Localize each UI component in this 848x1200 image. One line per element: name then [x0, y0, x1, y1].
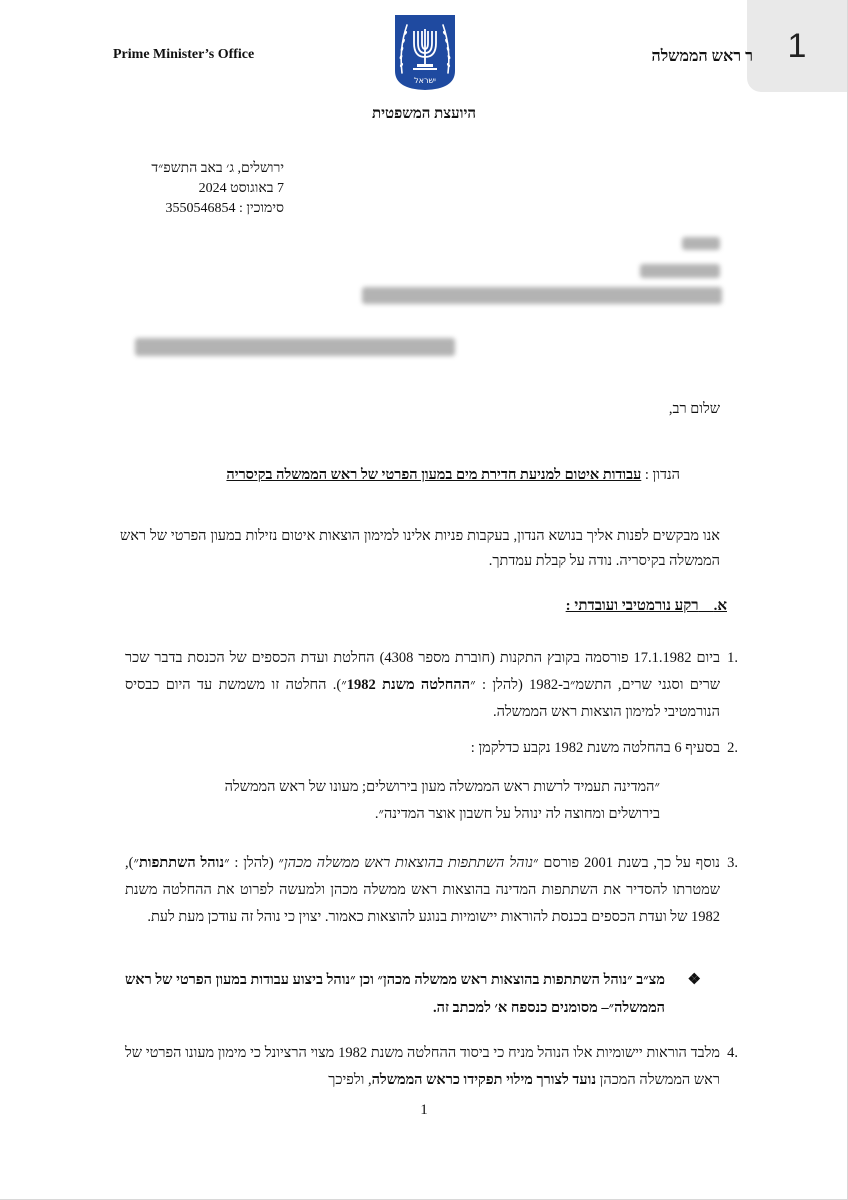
subject-line [120, 467, 680, 484]
greeting: שלום רב, [668, 401, 720, 417]
department-title: היועצת המשפטית [371, 106, 477, 122]
diamond-bullet-icon: ❖ [687, 972, 701, 988]
redacted-recipient-line-3 [362, 287, 722, 304]
list-item-text: ביום 17.1.1982 פורסמה בקובץ התקנות (חוברת מספר 4308) החלטת ועדת הכספים של הכנסת בדבר שכר שרים וסגני שרים, התשמ״ב-1982 (להלן : ״ [125, 650, 721, 693]
emblem-caption: ישראל [414, 76, 436, 85]
intro-paragraph: אנו מבקשים לפנות אליך בנושא הנדון, בעקבות פניות אלינו למימון הוצאות איטום נזילות במעון הפרטי של ראש הממשלה בקיסריה. נודה על קבלת עמדתך. [120, 528, 720, 569]
redacted-address [135, 338, 455, 356]
list-item [125, 850, 738, 931]
redacted-recipient-line-2 [640, 264, 720, 278]
list-item-text: , ולפיכך [328, 1072, 372, 1088]
list-item-number: .2 [727, 740, 738, 756]
list-item-text: נוסף על כך, בשנת 2001 פורסם ״ [533, 855, 720, 871]
page-number: 1 [420, 1102, 428, 1118]
office-name-hebrew: ר ראש הממשלה [651, 48, 753, 65]
block-quote: ״המדינה תעמיד לרשות ראש הממשלה מעון בירושלים; מעונו של ראש הממשלה בירושלים ומחוצה לה ינוהל על חשבון אוצר המדינה״. [224, 779, 660, 822]
date-hebrew: ירושלים, ג׳ באב התשפ״ד [151, 161, 284, 176]
attachment-note-text: מצ״ב ״נוהל השתתפות בהוצאות ראש ממשלה מכהן״ וכן ״נוהל ביצוע עבודות במעון הפרטי של ראש הממשלה״– מסומנים כנספח א׳ למכתב זה. [125, 972, 665, 1016]
list-item-text: ״), שמטרתו להסדיר את השתתפות המדינה בהוצאות ראש ממשלה מכהן ולמעשה לפרוט את ההחלטה משנת 1982 של ועדת הכספים בכנסת להוראות יישומיות בנוגע להוצאות כאמור. יצוין כי נוהל זה עודכן מעת לעת. [125, 855, 720, 925]
reference-number: סימוכין : 3550546854 [165, 201, 284, 216]
list-item-bold: ההחלטה משנת 1982 [346, 677, 471, 693]
list-item [125, 1040, 738, 1094]
list-item-bold: נועד לצורך מילוי תפקידו כראש הממשלה [371, 1072, 597, 1088]
section-a-title: רקע נורמטיבי ועובדתי : [565, 598, 699, 614]
list-item-text: מלבד הוראות יישומיות אלו הנוהל מניח כי ביסוד ההחלטה משנת 1982 מצוי הרציונל כי מימון מעונו הפרטי של ראש הממשלה המכהן [125, 1045, 721, 1088]
list-item-number: .3 [727, 855, 738, 871]
list-item [125, 645, 738, 726]
section-a-marker: א. [713, 598, 727, 614]
attachment-note [125, 966, 701, 1022]
date-gregorian: 7 באוגוסט 2024 [198, 181, 284, 196]
subject-text: עבודות איטום למניעת חדירת מים במעון הפרטי של ראש הממשלה בקיסריה [226, 467, 642, 483]
redacted-recipient-line-1 [682, 237, 720, 250]
state-emblem-icon [393, 13, 457, 91]
letter-meta [84, 159, 284, 219]
list-item-italic: נוהל השתתפות בהוצאות ראש ממשלה מכהן [283, 855, 534, 871]
list-item-number: .1 [727, 650, 738, 666]
list-item-text: ״). החלטה זו משמשת עד היום כבסיס הנורמטיבי למימון הוצאות ראש הממשלה. [125, 677, 720, 720]
list-item-number: .4 [727, 1045, 738, 1061]
section-a-heading [566, 598, 727, 615]
list-item-text: בסעיף 6 בהחלטה משנת 1982 נקבע כדלקמן : [470, 740, 720, 756]
list-item [125, 735, 738, 762]
list-item-text: ״ (להלן : ״ [224, 855, 284, 871]
office-name-english: Prime Minister’s Office [113, 47, 255, 62]
page-index-tab[interactable]: 1 [747, 0, 847, 92]
list-item-bold: נוהל השתתפות [138, 855, 225, 871]
subject-label: הנדון : [644, 467, 680, 483]
